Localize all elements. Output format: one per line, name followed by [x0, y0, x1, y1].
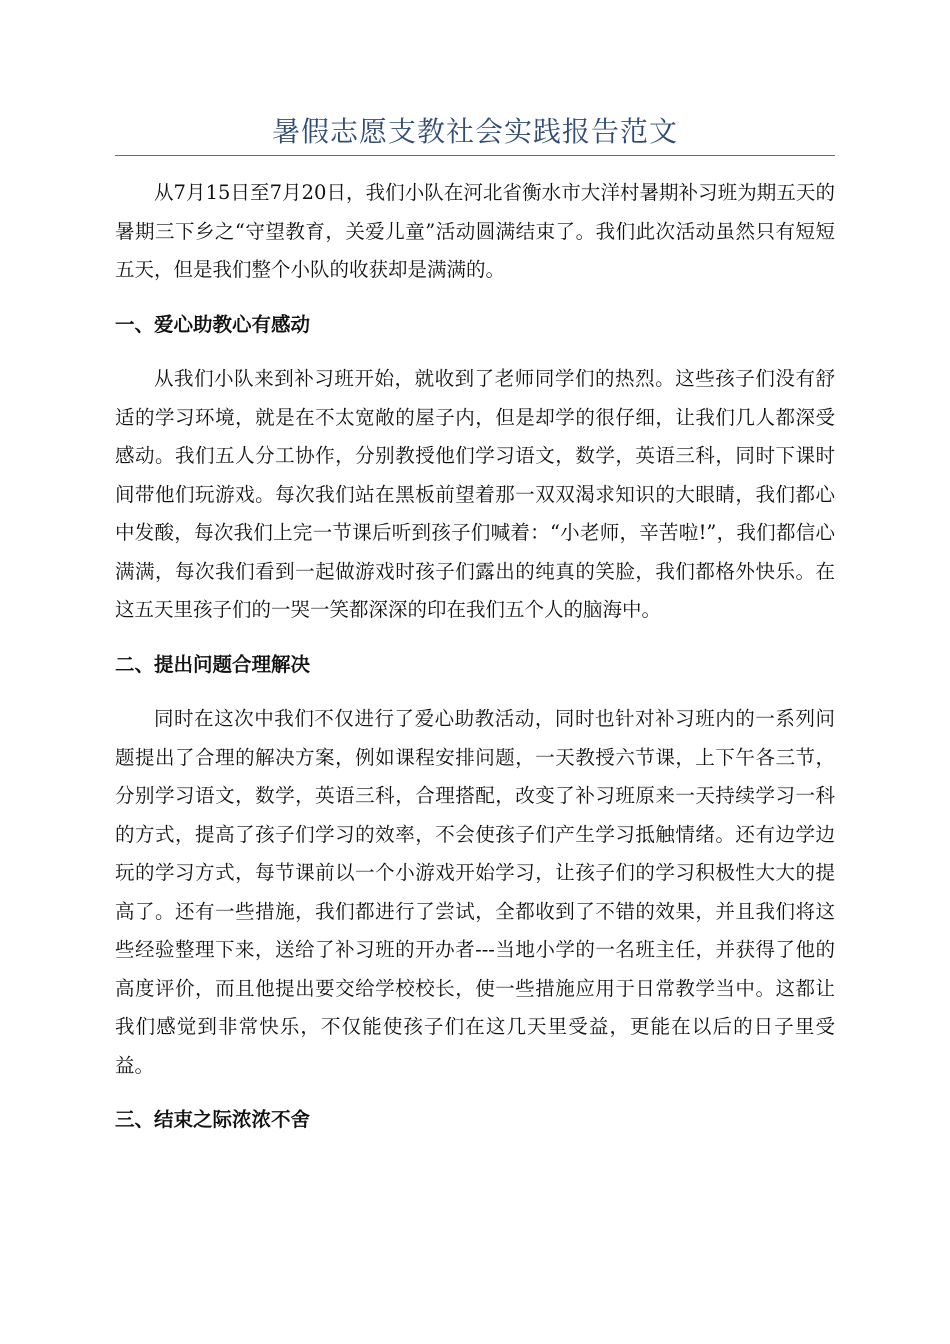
section-heading-1: 一、爱心助教心有感动 [115, 312, 311, 336]
section-heading-3: 三、结束之际浓浓不舍 [115, 1108, 311, 1131]
section-paragraph-1: 从我们小队来到补习班开始，就收到了老师同学们的热烈。这些孩子们没有舒适的学习环境，就是在不太宽敞的屋子内，但是却学的很仔细，让我们几人都深受感动。我们五人分工协作，分别教授他们学习语文，数学，英语三科，同时下课时间带他们玩游戏。每次我们站在黑板前望着那一双双渴求知识的大眼睛，我们都心中发酸，每次我们上完一节课后听到孩子们喊着：“小老师，辛苦啦!”，我们都信心满满，每次我们看到一起做游戏时孩子们露出的纯真的笑脸，我们都格外快乐。在这五天里孩子们的一哭一笑都深深的印在我们五个人的脑海中。 [115, 367, 835, 621]
title-underline [115, 155, 835, 156]
document-body [115, 174, 835, 1156]
intro-paragraph: 从7月15日至7月20日，我们小队在河北省衡水市大洋村暑期补习班为期五天的暑期三下乡之“守望教育，关爱儿童”活动圆满结束了。我们此次活动虽然只有短短五天，但是我们整个小队的收获却是满满的。 [115, 181, 835, 281]
document-title: 暑假志愿支教社会实践报告范文 [271, 115, 678, 148]
section-heading-2: 二、提出问题合理解决 [115, 652, 311, 676]
section-paragraph-2: 同时在这次中我们不仅进行了爱心助教活动，同时也针对补习班内的一系列问题提出了合理的解决方案，例如课程安排问题，一天教授六节课，上下午各三节，分别学习语文，数学，英语三科，合理搭配，改变了补习班原来一天持续学习一科的方式，提高了孩子们学习的效率，不会使孩子们产生学习抵触情绪。还有边学边玩的学习方式，每节课前以一个小游戏开始学习，让孩子们的学习积极性大大的提高了。还有一些措施，我们都进行了尝试，全都收到了不错的效果，并且我们将这些经验整理下来，送给了补习班的开办者---当地小学的一名班主任，并获得了他的高度评价，而且他提出要交给学校校长，使一些措施应用于日常教学当中。这都让我们感觉到非常快乐，不仅能使孩子们在这几天里受益，更能在以后的日子里受益。 [115, 707, 835, 1077]
